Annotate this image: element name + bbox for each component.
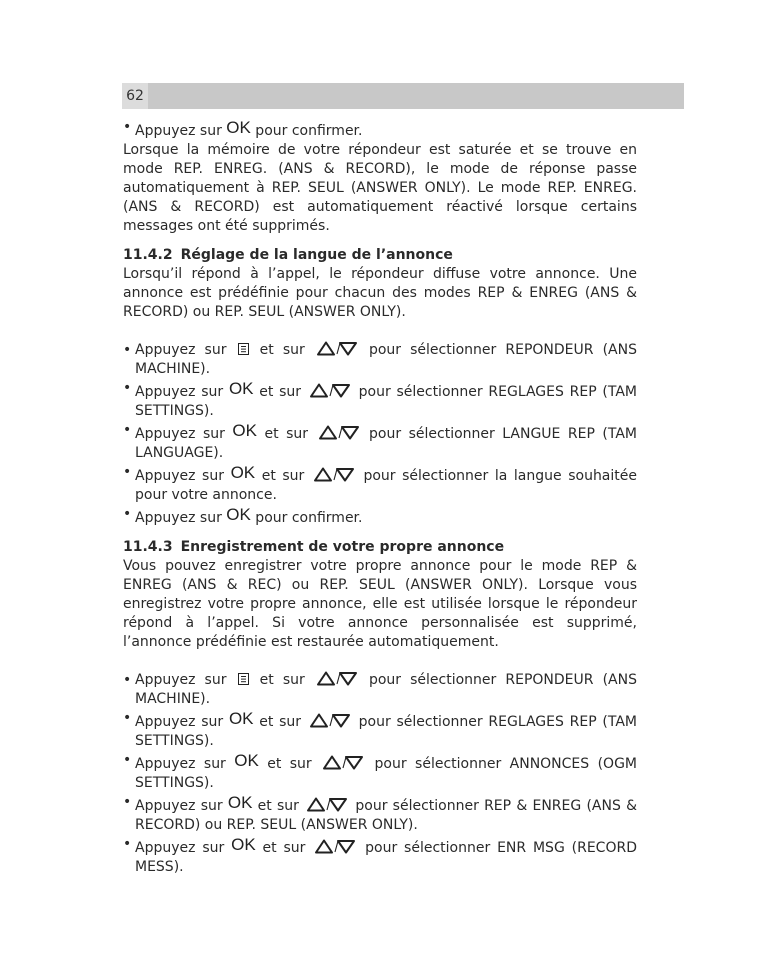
bullet-icon: •: [123, 464, 132, 480]
up-down-arrow-icon: [313, 467, 355, 482]
list-item: • Appuyez sur OK et sur pour sélectionner ENR MSG (RECORD MESS).: [123, 835, 637, 875]
ok-key-icon: OK: [234, 751, 259, 770]
list-item: • Appuyez sur OK et sur pour sélectionner REGLAGES REP (TAM SETTINGS).: [123, 379, 637, 419]
section-title: Réglage de la langue de l’annonce: [180, 247, 453, 263]
bullet-icon: •: [123, 380, 132, 396]
menu-key-icon: [238, 343, 249, 355]
ok-key-icon: OK: [226, 118, 251, 137]
section-title: Enregistrement de votre propre annonce: [180, 539, 505, 555]
step-list: [123, 341, 637, 528]
header-bar: [122, 83, 684, 109]
list-item: • Appuyez sur et sur pour sélectionner REPONDEUR (ANS MACHINE).: [123, 672, 637, 707]
list-item: • Appuyez sur OK et sur pour sélectionner LANGUE REP (TAM LANGUAGE).: [123, 421, 637, 461]
section-heading: [123, 538, 637, 557]
bullet-icon: •: [123, 752, 132, 768]
bullet-icon: •: [123, 119, 132, 135]
list-item: • Appuyez sur OK et sur pour sélectionner REP & ENREG (ANS & RECORD) ou REP. SEUL (ANSWER ONLY).: [123, 793, 637, 833]
ok-key-icon: OK: [231, 835, 256, 854]
step-list: [123, 671, 637, 877]
up-down-arrow-icon: [309, 713, 351, 728]
up-down-arrow-icon: [318, 425, 360, 440]
list-item: • Appuyez sur OK et sur pour sélectionner ANNONCES (OGM SETTINGS).: [123, 751, 638, 791]
section-paragraph: Vous pouvez enregistrer votre propre annonce pour le mode REP & ENREG (ANS & REC) ou REP. SEUL (ANSWER ONLY). Lorsque vous enregistrez votre propre annonce, elle est utilisée lorsque le répondeur répond à l’appel. Si votre annonce personnalisée est supprimé, l’annonce prédéfinie est restaurée automatiquement.: [123, 558, 637, 650]
bullet-icon: •: [123, 794, 132, 810]
ok-key-icon: OK: [227, 793, 253, 812]
bullet-icon: •: [123, 672, 132, 688]
bullet-icon: •: [123, 342, 132, 358]
up-down-arrow-icon: [309, 383, 351, 398]
bullet-icon: •: [123, 836, 132, 852]
up-down-arrow-icon: [322, 755, 364, 770]
ok-key-icon: OK: [228, 379, 254, 398]
bullet-icon: •: [123, 506, 132, 522]
up-down-arrow-icon: [314, 839, 356, 854]
up-down-arrow-icon: [306, 797, 348, 812]
list-item: • Appuyez sur et sur pour sélectionner REPONDEUR (ANS MACHINE).: [123, 342, 637, 377]
intro-paragraph: Lorsque la mémoire de votre répondeur est saturée et se trouve en mode REP. ENREG. (ANS & RECORD), le mode de réponse passe automatiquement à REP. SEUL (ANSWER ONLY). Le mode REP. ENREG. (ANS & RECORD) est automatiquement réactivé lorsque certains messages ont été supprimés.: [123, 142, 637, 234]
ok-key-icon: OK: [232, 421, 257, 440]
page-content: [123, 118, 637, 877]
page-number: 62: [122, 83, 148, 109]
section-paragraph: Lorsqu’il répond à l’appel, le répondeur diffuse votre annonce. Une annonce est prédéfinie pour chacun des modes REP & ENREG (ANS & RECORD) ou REP. SEUL (ANSWER ONLY).: [123, 266, 637, 320]
list-item: • Appuyez sur OK et sur pour sélectionner REGLAGES REP (TAM SETTINGS).: [123, 709, 637, 749]
up-down-arrow-icon: [316, 341, 358, 356]
ok-key-icon: OK: [228, 709, 254, 728]
list-item: • Appuyez sur OK et sur pour sélectionner la langue souhaitée pour votre annonce.: [123, 463, 637, 503]
bullet-icon: •: [123, 422, 132, 438]
section-number: 11.4.2: [123, 247, 173, 263]
up-down-arrow-icon: [316, 671, 358, 686]
list-item: • Appuyez sur OK pour confirmer.: [123, 118, 363, 139]
section-heading: [123, 246, 637, 265]
menu-key-icon: [238, 673, 249, 685]
intro-list: [123, 118, 637, 141]
bullet-icon: •: [123, 710, 132, 726]
ok-key-icon: OK: [226, 505, 251, 524]
ok-key-icon: OK: [230, 463, 256, 482]
section-number: 11.4.3: [123, 539, 173, 555]
list-item: • Appuyez sur OK pour confirmer.: [123, 505, 363, 526]
